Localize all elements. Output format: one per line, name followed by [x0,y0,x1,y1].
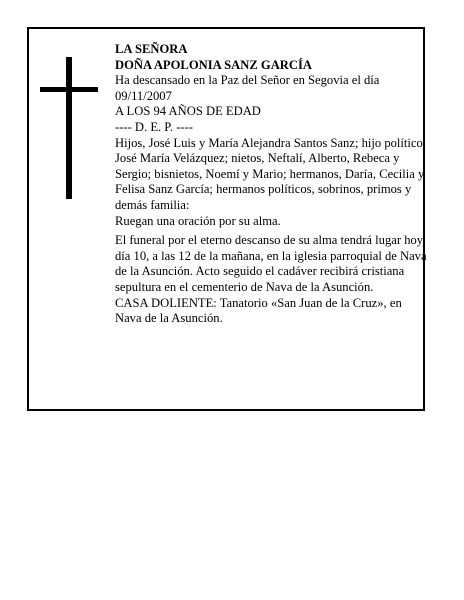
family-list: Hijos, José Luis y María Alejandra Santos Sanz; hijo político, José María Velázquez; nietos, Neftalí, Alberto, Rebeca y Sergio; bisnietos, Noemí y Mario; hermanos, Daría, Cecilia y Felisa Sanz García; hermanos políticos, sobrinos, primos y demás familia: [115,135,426,212]
prayer-request: Ruegan una oración por su alma. [115,213,281,228]
deceased-name: DOÑA APOLONIA SANZ GARCÍA [115,57,312,72]
obituary-notice [27,27,425,411]
cross-vertical-bar [66,57,72,199]
mourning-house: CASA DOLIENTE: Tanatorio «San Juan de la Cruz», en Nava de la Asunción. [115,295,402,326]
age-line: A LOS 94 AÑOS DE EDAD [115,104,261,119]
cross-horizontal-bar [40,87,98,92]
death-announcement: Ha descansado en la Paz del Señor en Segovia el día 09/11/2007 [115,73,380,103]
notice-text [115,42,429,327]
rip-line: ---- D. E. P. ---- [115,119,193,134]
funeral-details: El funeral por el eterno descanso de su alma tendrá lugar hoy, día 10, a las 12 de la mañana, en la iglesia parroquial de Nava de la Asunción. Acto seguido el cadáver recibirá cristiana sepultura en el cementerio de Nava de la Asunción. [115,233,427,294]
notice-title: LA SEÑORA [115,42,188,56]
cross-icon [40,57,98,199]
